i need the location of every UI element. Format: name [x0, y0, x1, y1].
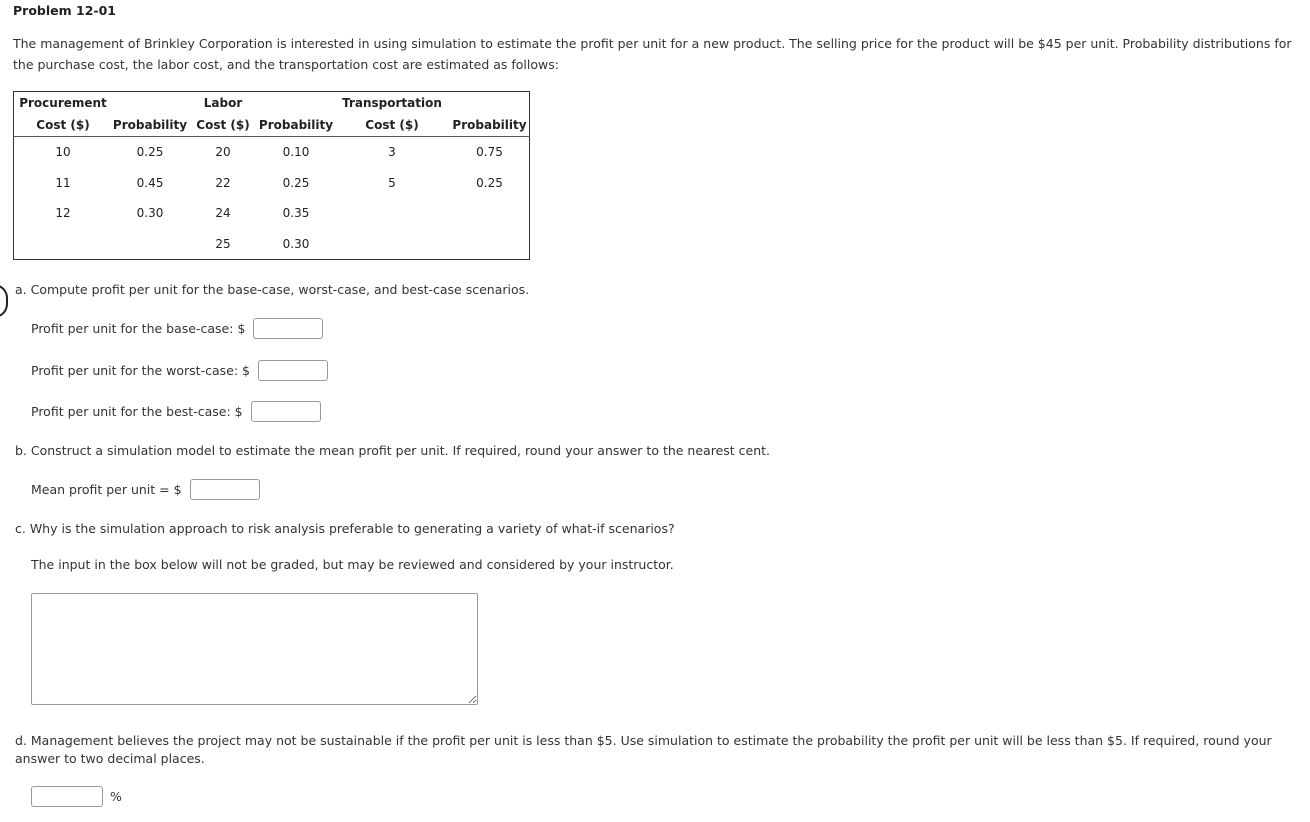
table-cell — [334, 198, 450, 228]
table-cell: 3 — [388, 145, 396, 160]
table-cell: 0.25 — [136, 145, 164, 160]
question-d: d. Management believes the project may not be sustainable if the profit per unit is less than $5. Use simulation to estimate the probability the profit per unit will be less than $5. If required, round your answer to two decimal places. — [15, 733, 1272, 766]
table-cell — [334, 228, 450, 259]
col-header: Cost ($) — [14, 114, 113, 137]
col-header: Probability — [112, 114, 188, 137]
base-case-row — [31, 318, 323, 339]
table-cell: 5 — [388, 175, 396, 190]
probability-input[interactable] — [31, 786, 103, 807]
page-title: Problem 12-01 — [13, 3, 116, 18]
table-row — [14, 228, 530, 259]
mean-profit-input[interactable] — [190, 479, 260, 500]
table-cell: 0.30 — [136, 206, 164, 221]
base-case-input[interactable] — [253, 318, 323, 339]
explanation-textarea[interactable] — [31, 593, 478, 705]
cost-distribution-table — [13, 91, 530, 260]
table-cell: 22 — [215, 175, 231, 190]
table-cell — [112, 228, 188, 259]
best-case-input[interactable] — [251, 401, 321, 422]
table-row — [14, 198, 530, 228]
col-header: Cost ($) — [188, 114, 258, 137]
table-cell: 12 — [55, 206, 71, 221]
table-cell: 0.30 — [282, 236, 310, 251]
group-header-labor: Labor — [203, 96, 243, 111]
mean-profit-label: Mean profit per unit = $ — [31, 482, 182, 497]
table-cell — [450, 198, 530, 228]
col-header: Cost ($) — [334, 114, 450, 137]
table-cell: 11 — [55, 175, 71, 190]
best-case-row — [31, 401, 321, 422]
col-header: Probability — [258, 114, 334, 137]
table-cell: 0.45 — [136, 175, 164, 190]
mean-profit-row — [31, 479, 260, 500]
percent-unit: % — [110, 789, 122, 804]
base-case-label: Profit per unit for the base-case: $ — [31, 321, 246, 336]
worst-case-input[interactable] — [258, 360, 328, 381]
probability-row — [23, 786, 122, 807]
question-b: b. Construct a simulation model to estimate the mean profit per unit. If required, round your answer to the nearest cent. — [15, 443, 771, 458]
question-c-note: The input in the box below will not be graded, but may be reviewed and considered by your instructor. — [31, 557, 674, 572]
worst-case-label: Profit per unit for the worst-case: $ — [31, 363, 250, 378]
table-cell: 10 — [55, 145, 71, 160]
table-row — [14, 168, 530, 198]
table-cell: 25 — [215, 236, 231, 251]
question-a: a. Compute profit per unit for the base-case, worst-case, and best-case scenarios. — [15, 282, 530, 297]
best-case-label: Profit per unit for the best-case: $ — [31, 404, 243, 419]
table-cell — [450, 228, 530, 259]
group-header-transportation: Transportation — [342, 96, 442, 111]
question-c: c. Why is the simulation approach to risk analysis preferable to generating a variety of what-if scenarios? — [15, 521, 675, 536]
group-header-procurement: Procurement — [19, 96, 107, 111]
problem-description: The management of Brinkley Corporation is interested in using simulation to estimate the profit per unit for a new product. The selling price for the product will be $45 per unit. Probability distributions for the purchase cost, the labor cost, and the transportation cost are estimated as follows: — [13, 36, 1292, 72]
table-cell: 0.25 — [476, 175, 503, 190]
worst-case-row — [31, 360, 328, 381]
table-cell: 24 — [215, 206, 231, 221]
table-cell: 0.75 — [476, 145, 503, 160]
table-row — [14, 137, 530, 168]
table-cell: 20 — [215, 145, 231, 160]
table-cell: 0.35 — [282, 206, 310, 221]
table-cell: 0.10 — [282, 145, 310, 160]
col-header: Probability — [450, 114, 530, 137]
table-cell — [14, 228, 113, 259]
table-cell: 0.25 — [282, 175, 310, 190]
bracket-marker — [0, 284, 8, 318]
